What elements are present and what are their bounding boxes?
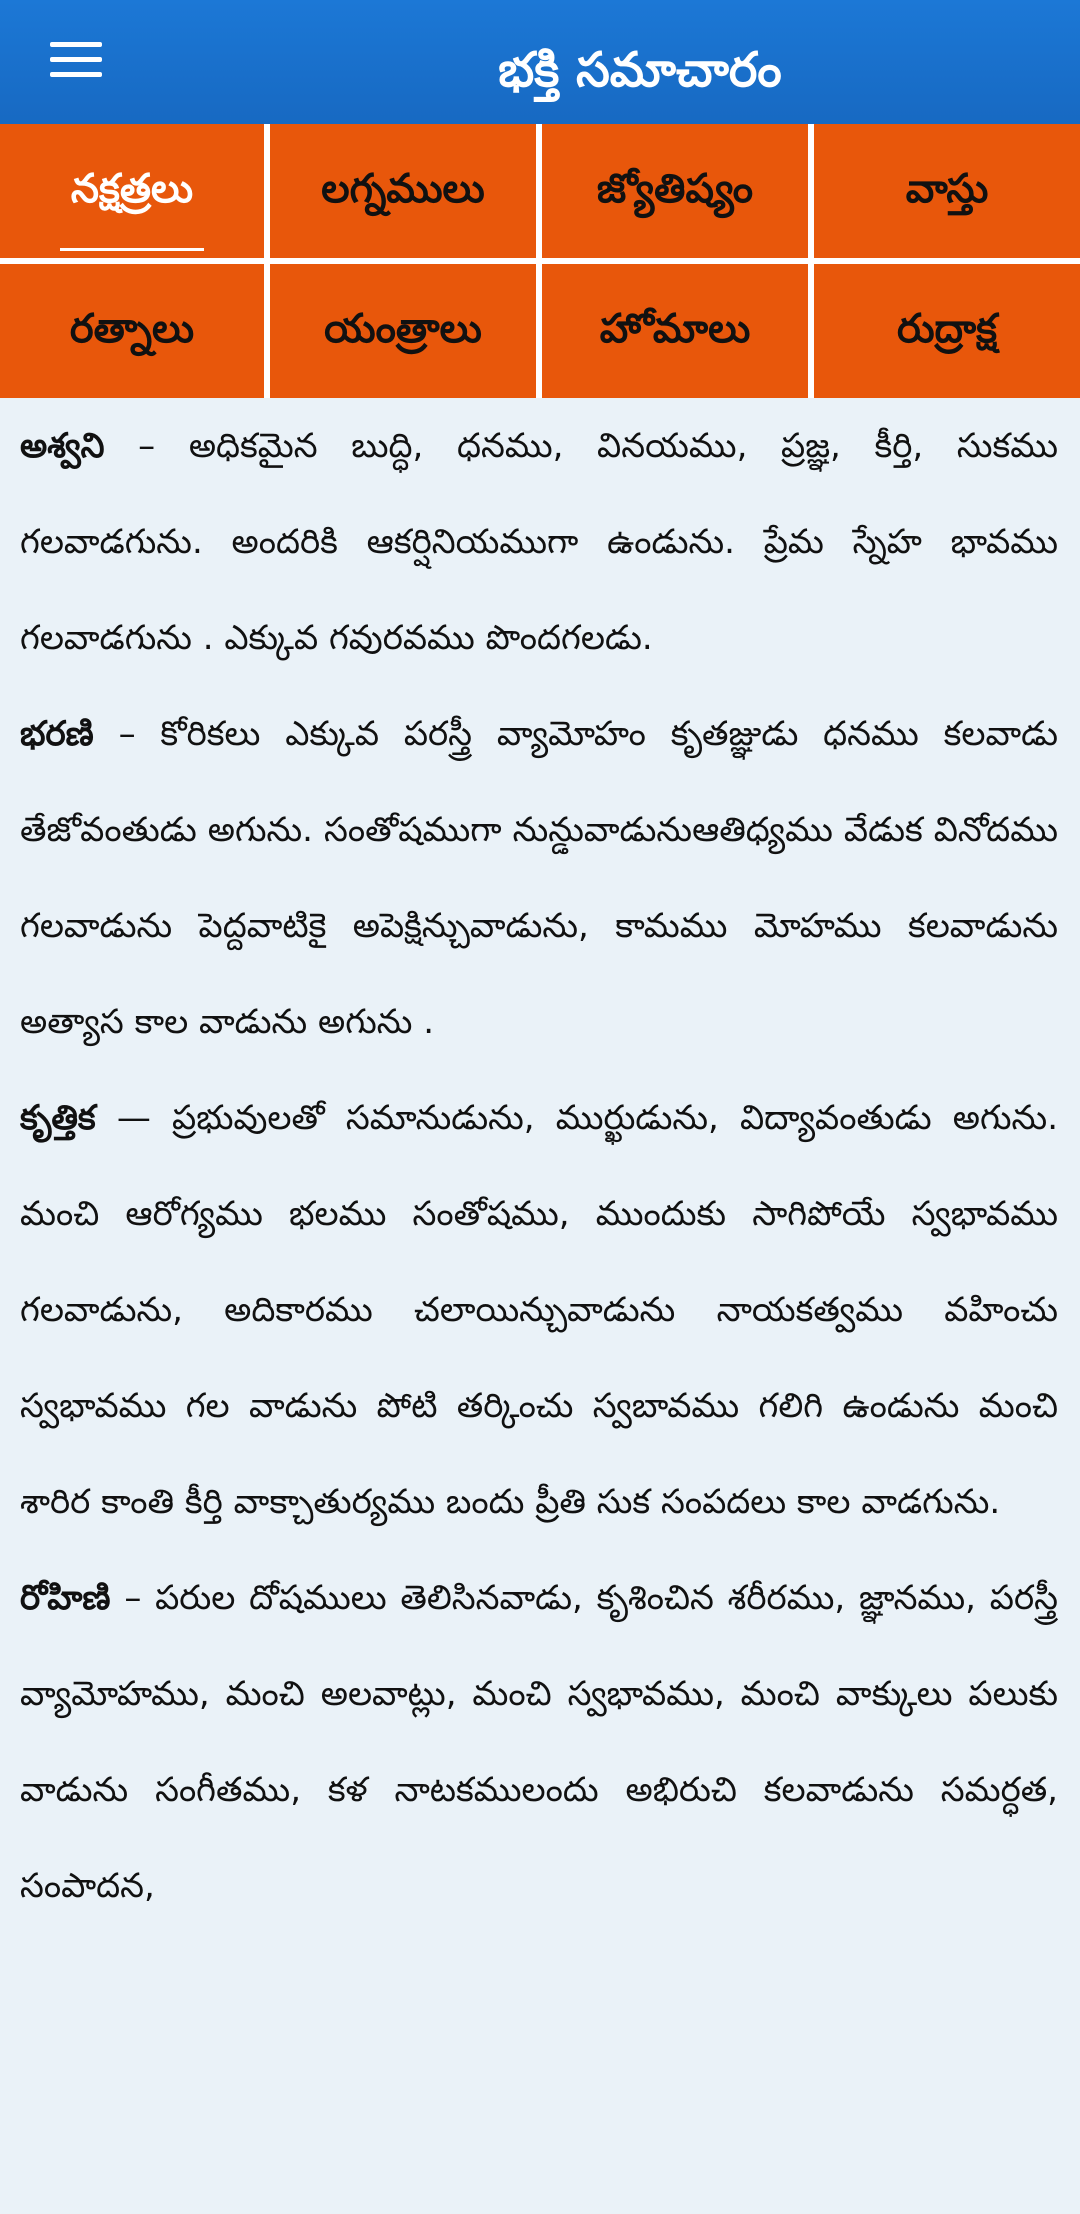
hamburger-menu-icon[interactable] [50, 40, 104, 80]
nakshatra-name: భరణి [20, 714, 94, 754]
article-content [20, 398, 1058, 1934]
nakshatra-entry-rohini [20, 1550, 1058, 1934]
tab-yantralu[interactable] [270, 264, 536, 398]
tab-label: వాస్తు [905, 166, 989, 212]
tab-vaastu[interactable] [814, 124, 1080, 258]
menu-bar-line [50, 72, 102, 77]
tab-rudraksha[interactable] [814, 264, 1080, 398]
nakshatra-description: – అధికమైన బుద్ధి, ధనము, వినయము, ప్రజ్ఞ, కీర్తి, సుకము గలవాడగును. అందరికి ఆకర్షినియముగా ఉండును. ప్రేమ స్నేహ భావము గలవాడగును . ఎక్కువ గవురవము పొందగలడు. [20, 426, 1058, 658]
tab-label: లగ్నములు [321, 166, 485, 212]
nakshatra-name: అశ్వని [20, 426, 105, 466]
tab-nakshatralu[interactable] [0, 124, 264, 258]
nakshatra-description: – పరుల దోషములు తెలిసినవాడు, కృశించిన శరీరము, జ్ఞానము, పరస్త్రీ వ్యామోహము, మంచి అలవాట్లు, మంచి స్వభావము, మంచి వాక్కులు పలుకు వాడును సంగీతము, కళ నాటకములందు అభిరుచి కలవాడును సమర్ధత, సంపాదన, [20, 1578, 1058, 1906]
nakshatra-name: కృత్తిక [20, 1098, 96, 1138]
tab-label: యంత్రాలు [324, 306, 482, 352]
app-title: భక్తి సమాచారం [498, 42, 782, 98]
top-app-bar [0, 0, 1080, 124]
nakshatra-name: రోహిణి [20, 1578, 111, 1618]
tab-lagnamulu[interactable] [270, 124, 536, 258]
tab-label: రత్నాలు [69, 306, 195, 352]
tab-homalu[interactable] [542, 264, 808, 398]
nakshatra-description: – కోరికలు ఎక్కువ పరస్త్రీ వ్యామోహం కృతజ్ఞుడు ధనము కలవాడు తేజోవంతుడు అగును. సంతోషముగా నున్డువాడునుఆతిధ్యము వేడుక వినోదము గలవాడును పెద్దవాటికై అపెక్షిన్చువాడును, కామము మోహము కలవాడును అత్యాస కాల వాడును అగును . [20, 714, 1058, 1042]
menu-bar-line [50, 42, 102, 47]
nakshatra-entry-ashwini [20, 398, 1058, 686]
nakshatra-entry-krittika [20, 1070, 1058, 1550]
tab-jyotishyam[interactable] [542, 124, 808, 258]
menu-bar-line [50, 57, 102, 62]
tab-label: జ్యోతిష్యం [596, 166, 754, 212]
category-tab-grid [0, 124, 1080, 398]
nakshatra-description: — ప్రభువులతో సమానుడును, ముర్ఖుడును, విద్యావంతుడు అగును. మంచి ఆరోగ్యము భలము సంతోషము, ముందుకు సాగిపోయే స్వభావము గలవాడును, అదికారము చలాయిన్చువాడును నాయకత్వము వహించు స్వభావము గల వాడును పోటి తర్కించు స్వబావము గలిగి ఉండును మంచి శారిర కాంతి కీర్తి వాక్చాతుర్యము బందు ప్రీతి సుక సంపదలు కాల వాడగును. [20, 1098, 1058, 1522]
nakshatra-entry-bharani [20, 686, 1058, 1070]
tab-label: హోమాలు [599, 306, 751, 352]
tab-ratnalu[interactable] [0, 264, 264, 398]
tab-label: రుద్రాక్ష [896, 306, 998, 352]
tab-label: నక్షత్రలు [70, 166, 194, 212]
active-tab-indicator [60, 248, 204, 251]
